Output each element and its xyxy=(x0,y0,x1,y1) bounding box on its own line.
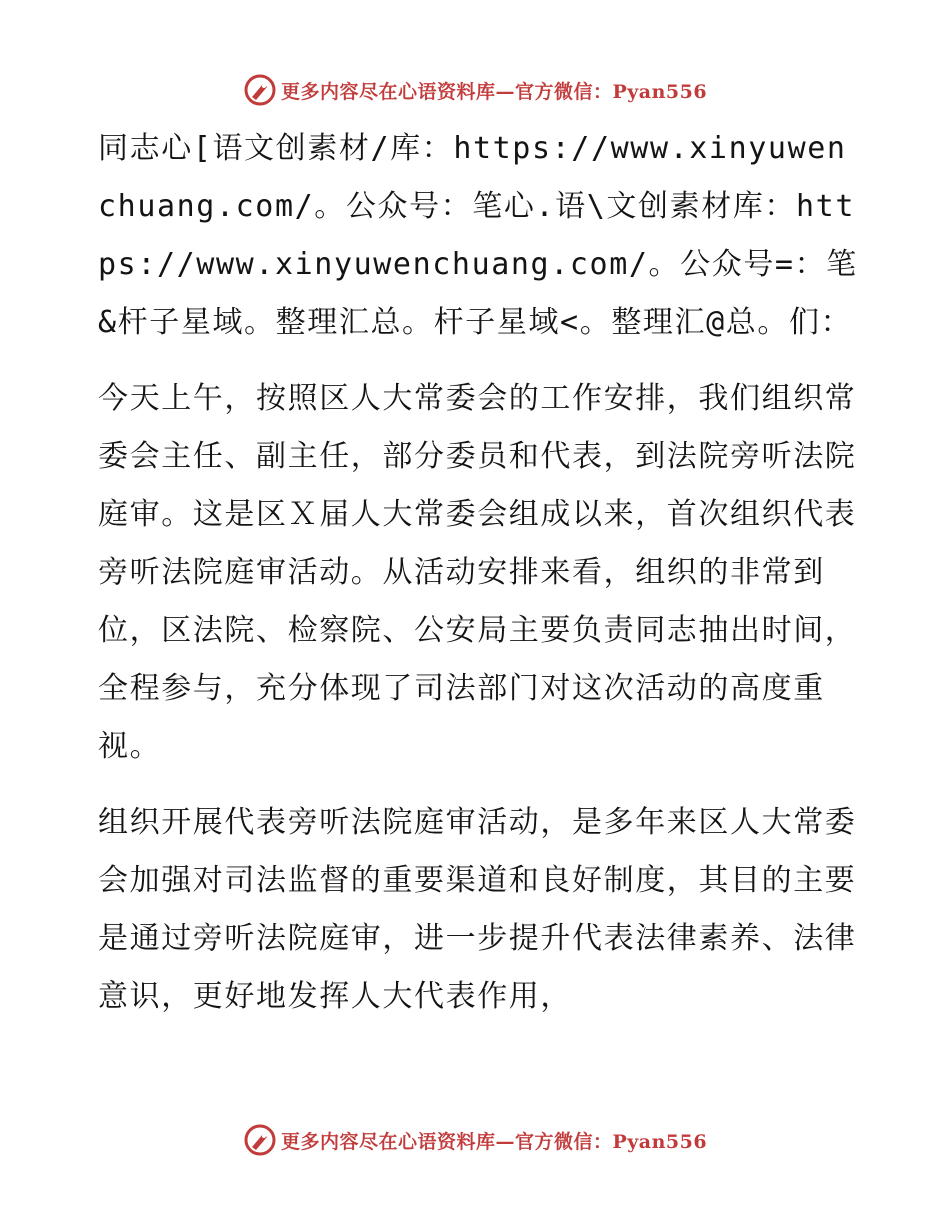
watermark-header xyxy=(0,70,950,110)
pen-nib-logo-icon xyxy=(243,73,277,107)
watermark-text: 更多内容尽在心语资料库—官方微信：Pyan556 xyxy=(280,80,708,103)
paragraph-3: 组织开展代表旁听法院庭审活动，是多年来区人大常委会加强对司法监督的重要渠道和良好制度，其目的主要是通过旁听法院庭审，进一步提升代表法律素养、法律意识，更好地发挥人大代表作用， xyxy=(98,805,857,1014)
paragraph-2: 今天上午，按照区人大常委会的工作安排，我们组织常委会主任、副主任，部分委员和代表，到法院旁听法院庭审。这是区Ｘ届人大常委会组成以来，首次组织代表旁听法院庭审活动。从活动安排来看，组织的非常到位，区法院、检察院、公安局主要负责同志抽出时间，全程参与，充分体现了司法部门对这次活动的高度重视。 xyxy=(98,381,857,764)
watermark-footer xyxy=(0,1120,950,1160)
pen-nib-logo-icon xyxy=(243,1123,277,1157)
watermark-text: 更多内容尽在心语资料库—官方微信：Pyan556 xyxy=(280,1130,708,1153)
paragraph-1: 同志心[语文创素材/库：https://www.xinyuwenchuang.com/。公众号：笔心.语\文创素材库：https://www.xinyuwenchuang.com/。公众号=：笔&杆子星域。整理汇总。杆子星域<。整理汇@总。们： xyxy=(98,131,858,340)
document-body xyxy=(98,120,858,1026)
